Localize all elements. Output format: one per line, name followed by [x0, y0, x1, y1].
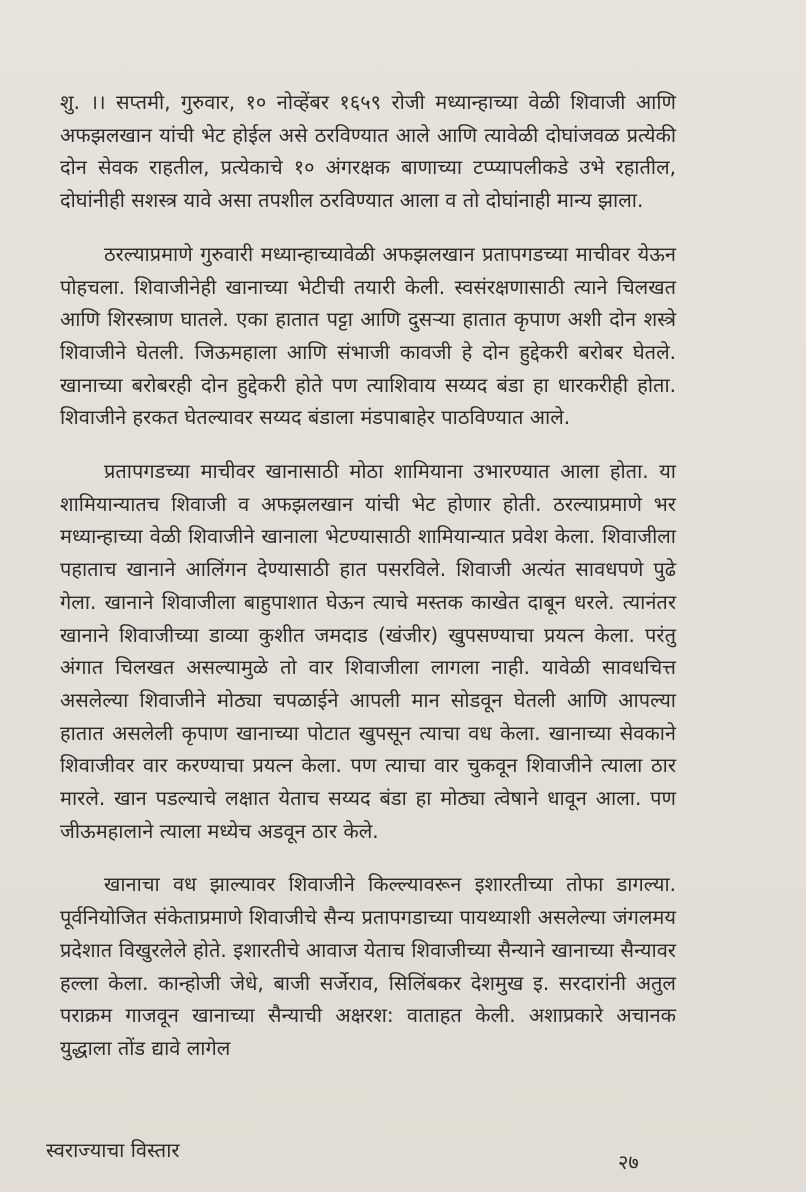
running-footer-title: स्वराज्याचा विस्तार: [46, 1138, 180, 1162]
page-body: [60, 86, 676, 1065]
paragraph-4: खानाचा वध झाल्यावर शिवाजीने किल्ल्यावरून इशारतीच्या तोफा डागल्या. पूर्वनियोजित संकेताप्रमाणे शिवाजीचे सैन्य प्रतापगडाच्या पायथ्याशी असलेल्या जंगलमय प्रदेशात विखुरलेले होते. इशारतीचे आवाज येताच शिवाजीच्या सैन्याने खानाच्या सैन्यावर हल्ला केला. कान्होजी जेधे, बाजी सर्जेराव, सिलिंबकर देशमुख इ. सरदारांनी अतुल पराक्रम गाजवून खानाच्या सैन्याची अक्षरश: वाताहत केली. अशाप्रकारे अचानक युद्धाला तोंड द्यावे लागेल: [60, 872, 676, 1060]
paragraph-2: ठरल्याप्रमाणे गुरुवारी मध्यान्हाच्यावेळी अफझलखान प्रतापगडच्या माचीवर येऊन पोहचला. शिवाजीनेही खानाच्या भेटीची तयारी केली. स्वसंरक्षणासाठी त्याने चिलखत आणि शिरस्त्राण घातले. एका हातात पट्टा आणि दुसऱ्या हातात कृपाण अशी दोन शस्त्रे शिवाजीने घेतली. जिऊमहाला आणि संभाजी कावजी हे दोन हुद्देकरी बरोबर घेतले. खानाच्या बरोबरही दोन हुद्देकरी होते पण त्याशिवाय सय्यद बंडा हा धारकरीही होता. शिवाजीने हरकत घेतल्यावर सय्यद बंडाला मंडपाबाहेर पाठविण्यात आले.: [60, 241, 676, 430]
paragraph-3: प्रतापगडच्या माचीवर खानासाठी मोठा शामियाना उभारण्यात आला होता. या शामियान्यातच शिवाजी व अफझलखान यांची भेट होणार होती. ठरल्याप्रमाणे भर मध्यान्हाच्या वेळी शिवाजीने खानाला भेटण्यासाठी शामियान्यात प्रवेश केला. शिवाजीला पहाताच खानाने आलिंगन देण्यासाठी हात पसरविले. शिवाजी अत्यंत सावधपणे पुढे गेला. खानाने शिवाजीला बाहुपाशात घेऊन त्याचे मस्तक काखेत दाबून धरले. त्यानंतर खानाने शिवाजीच्या डाव्या कुशीत जमदाड (खंजीर) खुपसण्याचा प्रयत्न केला. परंतु अंगात चिलखत असल्यामुळे तो वार शिवाजीला लागला नाही. यावेळी सावधचित्त असलेल्या शिवाजीने मोठ्या चपळाईने आपली मान सोडवून घेतली आणि आपल्या हातात असलेली कृपाण खानाच्या पोटात खुपसून त्याचा वध केला. खानाच्या सेवकाने शिवाजीवर वार करण्याचा प्रयत्न केला. पण त्याचा वार चुकवून शिवाजीने त्याला ठार मारले. खान पडल्याचे लक्षात येताच सय्यद बंडा हा मोठ्या त्वेषाने धावून आला. पण जीऊमहालाने त्याला मध्येच अडवून ठार केले.: [60, 459, 676, 843]
page-number: २७: [618, 1150, 639, 1174]
paragraph-1: शु. ।। सप्तमी, गुरुवार, १० नोव्हेंबर १६५९ रोजी मध्यान्हाच्या वेळी शिवाजी आणि अफझलखान यांची भेट होईल असे ठरविण्यात आले आणि त्यावेळी दोघांजवळ प्रत्येकी दोन सेवक राहतील, प्रत्येकाचे १० अंगरक्षक बाणाच्या टप्प्यापलीकडे उभे रहातील, दोघांनीही सशस्त्र यावे असा तपशील ठरविण्यात आला व तो दोघांनाही मान्य झाला.: [60, 90, 676, 213]
